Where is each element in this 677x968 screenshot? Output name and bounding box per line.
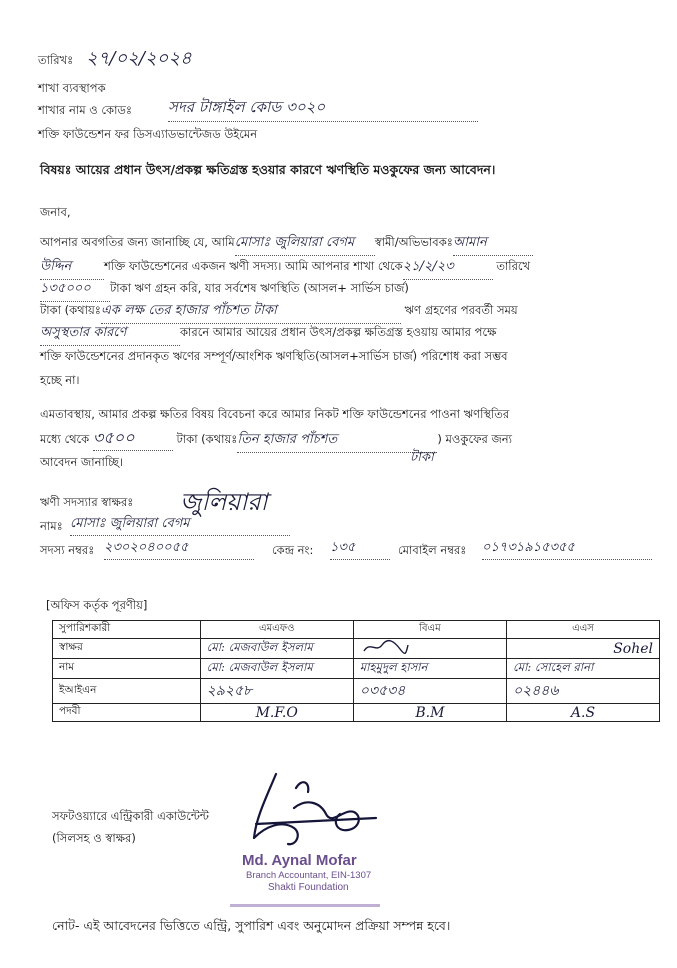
as-designation: A.S — [507, 704, 660, 722]
date-value: ২৭/০২/২০২৪ — [86, 48, 192, 69]
stamp-org: Shakti Foundation — [268, 882, 349, 893]
stamp-title: Branch Accountant, EIN-1307 — [246, 870, 372, 881]
para2-line3: আবেদন জানাচ্ছি। — [40, 455, 124, 469]
loan-date-handwritten: ২১/২/২৩ — [403, 255, 493, 280]
subject-line: বিষয়ঃ আয়ের প্রধান উৎস/প্রকল্প ক্ষতিগ্রস্ত হওয়ার কারণে ঋণস্থিতি মওকুফের জন্য আবেদন। — [40, 162, 496, 177]
stamp-name: Md. Aynal Mofar — [242, 852, 357, 869]
col-recommender: সুপারিশকারী — [53, 621, 201, 639]
salutation: জনাব, — [40, 205, 71, 219]
member-no-label: সদস্য নম্বরঃ — [40, 543, 95, 557]
para1-text-a: আপনার অবগতির জন্য জানাচ্ছি যে, আমি — [40, 235, 235, 249]
bm-designation: B.M — [353, 704, 506, 722]
branch-label: শাখার নাম ও কোডঃ — [38, 103, 133, 117]
para2-line2 — [40, 426, 512, 453]
org-name: শক্তি ফাউন্ডেশন ফর ডিসএ্যাডভান্টেজড উইমেন — [38, 127, 258, 141]
mobile-label: মোবাইল নম্বরঃ — [398, 543, 467, 557]
stamp-smudge — [230, 904, 380, 907]
col-as: এএস — [507, 621, 660, 639]
accountant-signature — [236, 768, 386, 856]
para1-text-g: ঋণ গ্রহণের পরবর্তী সময় — [404, 303, 518, 317]
para2-text-d: ) মওকুফের জন্য — [437, 432, 512, 446]
member-no: ২৩০২০৪০০৫৫ — [104, 538, 254, 560]
mfo-signature: মো: মেজবাউল ইসলাম — [200, 639, 353, 659]
office-table — [52, 620, 660, 722]
para1-text-c: শক্তি ফাউন্ডেশনের একজন ঋণী সদস্য। আমি আপনার শাখা থেকে — [104, 259, 403, 273]
table-row — [53, 679, 660, 704]
recipient-line: শাখা ব্যবস্থাপক — [38, 81, 106, 95]
office-header-row — [53, 621, 660, 639]
para1-line1 — [40, 230, 533, 256]
office-section-label: [অফিস কর্তৃক পূরণীয়] — [46, 598, 148, 612]
accountant-signature-scribble — [236, 768, 386, 856]
para1-text-f: টাকা (কথায়ঃ — [40, 303, 101, 317]
member-name-handwritten: মোসাঃ জুলিয়ারা বেগম — [235, 231, 375, 256]
row-label-name: নাম — [53, 659, 201, 679]
col-bm: বিএম — [353, 621, 506, 639]
bm-signature — [353, 639, 506, 659]
balance-words-handwritten: এক লক্ষ তের হাজার পাঁচশত টাকা — [101, 299, 401, 324]
mobile-no: ০১৭৩১৯১৫৩৫৫ — [482, 538, 652, 560]
row-label-designation: পদবী — [53, 704, 201, 722]
member-name-label: নামঃ — [40, 519, 63, 533]
center-no: ১৩৫ — [330, 538, 390, 560]
waive-amount-handwritten: ৩৫০০ — [93, 426, 173, 451]
accountant-label: সফটওয়্যারে এন্ট্রিকারী একাউন্টেন্ট — [52, 809, 209, 823]
date-label: তারিখঃ — [38, 53, 74, 67]
as-signature: Sohel — [507, 639, 660, 659]
waive-words-handwritten: তিন হাজার পাঁচশত — [237, 428, 437, 453]
member-name: মোসাঃ জুলিয়ারা বেগম — [70, 514, 290, 536]
member-sig-label: ঋণী সদস্যার স্বাক্ষরঃ — [40, 495, 134, 509]
guardian-handwritten-2: উদ্দিন — [40, 255, 104, 280]
as-ein: ০২৪৪৬ — [507, 679, 660, 704]
mfo-ein: ২৯২৫৮ — [200, 679, 353, 704]
center-label: কেন্দ্র নং: — [272, 543, 314, 557]
para2-text-c: টাকা (কথায়ঃ — [176, 432, 238, 446]
bm-ein: ০৩৫৩৪ — [353, 679, 506, 704]
para1-line5 — [40, 320, 496, 346]
para1-text-d: তারিখে — [496, 259, 531, 273]
mfo-designation: M.F.O — [200, 704, 353, 722]
member-signature: জুলিয়ারা — [180, 488, 268, 516]
branch-value: সদর টাঙ্গাইল কোড ৩০২০ — [168, 96, 478, 122]
row-label-signature: স্বাক্ষর — [53, 639, 201, 659]
row-label-ein: ইআইএন — [53, 679, 201, 704]
bm-signature-scribble — [360, 639, 410, 655]
table-row — [53, 704, 660, 722]
para2-line1: এমতাবস্থায়, আমার প্রকল্প ক্ষতির বিষয় বিবেচনা করে আমার নিকট শক্তি ফাউন্ডেশনের পাওনা ঋণস্থিতির — [40, 407, 510, 421]
mfo-name: মো: মেজবাউল ইসলাম — [200, 659, 353, 679]
guardian-handwritten: আমান — [453, 231, 533, 256]
table-row — [53, 659, 660, 679]
table-row — [53, 639, 660, 659]
bm-name: মাহমুদুল হাসান — [353, 659, 506, 679]
accountant-sub-label: (সিলসহ ও স্বাক্ষর) — [52, 831, 136, 845]
as-name: মো: সোহেল রানা — [507, 659, 660, 679]
para1-text-e: টাকা ঋণ গ্রহন করি, যার সর্বশেষ ঋণস্থিতি (আসল+ সার্ভিস চার্জ) — [110, 281, 409, 295]
col-mfo: এমএফও — [200, 621, 353, 639]
para1-line7: হচ্ছে না। — [40, 373, 80, 387]
para1-text-h: কারনে আমার আয়ের প্রধান উৎস/প্রকল্প ক্ষতিগ্রস্ত হওয়ায় আমার পক্ষে — [180, 325, 497, 339]
cause-handwritten: অসুস্থতার কারণে — [40, 321, 180, 346]
note-line: নোট- এই আবেদনের ভিত্তিতে এন্ট্রি, সুপারিশ এবং অনুমোদন প্রক্রিয়া সম্পন্ন হবে। — [52, 918, 451, 933]
para1-line6: শক্তি ফাউন্ডেশনের প্রদানকৃত ঋণের সম্পূর্ণ/আংশিক ঋণস্থিতি(আসল+সার্ভিস চার্জ) পরিশোধ করা সম্ভব — [40, 349, 508, 363]
para1-text-b: স্বামী/অভিভাবকঃ — [374, 235, 453, 249]
waive-words-handwritten-2: টাকা — [410, 450, 434, 465]
loan-amount-handwritten: ১৩৫০০০ — [40, 277, 110, 302]
para2-text-b: মধ্যে থেকে — [40, 432, 90, 446]
